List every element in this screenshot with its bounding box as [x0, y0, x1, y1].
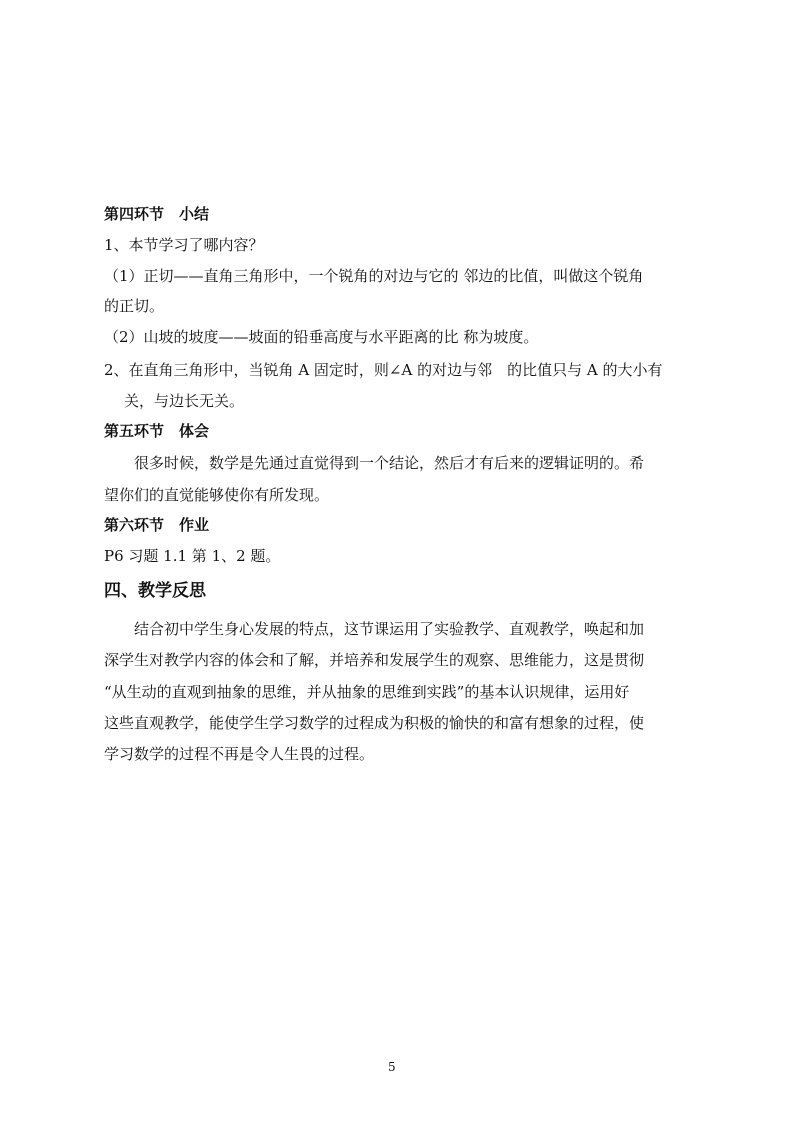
- section-4-line-1: 1、本节学习了哪内容？: [104, 236, 264, 254]
- reflection-line-2: 深学生对教学内容的体会和了解，并培养和发展学生的观察、思维能力，这是贯彻: [104, 651, 645, 669]
- section-6-line-1: P6 习题 1.1 第 1、2 题。: [104, 547, 281, 565]
- section-6-heading: 第六环节 作业: [104, 516, 210, 534]
- reflection-line-1: 结合初中学生身心发展的特点，这节课运用了实验教学、直观教学，唤起和加: [134, 620, 645, 638]
- section-4-line-2: （1）正切——直角三角形中，一个锐角的对边与它的 邻边的比值，叫做这个锐角: [104, 267, 644, 285]
- reflection-line-4: 这些直观教学，能使学生学习数学的过程成为积极的愉快的和富有想象的过程，使: [104, 714, 645, 732]
- reflection-line-3: “从生动的直观到抽象的思维，并从抽象的思维到实践”的基本认识规律，运用好: [104, 683, 630, 701]
- section-4-heading: 第四环节 小结: [104, 205, 210, 223]
- section-5-line-1: 很多时候，数学是先通过直觉得到一个结论，然后才有后来的逻辑证明的。希: [134, 454, 645, 472]
- section-5-heading: 第五环节 体会: [104, 422, 210, 440]
- section-5-line-2: 望你们的直觉能够使你有所发现。: [104, 486, 330, 504]
- section-4-line-6: 关，与边长无关。: [124, 392, 245, 410]
- reflection-line-5: 学习数学的过程不再是令人生畏的过程。: [104, 745, 375, 763]
- reflection-heading: 四、教学反思: [104, 581, 206, 601]
- page-number: 5: [388, 1060, 396, 1074]
- section-4-line-5: 2、在直角三角形中，当锐角 A 固定时，则∠A 的对边与邻 的比值只与 A 的大小有: [104, 361, 663, 379]
- section-4-line-3: 的正切。: [104, 297, 165, 315]
- section-4-line-4: （2）山坡的坡度——坡面的铅垂高度与水平距离的比 称为坡度。: [104, 328, 539, 346]
